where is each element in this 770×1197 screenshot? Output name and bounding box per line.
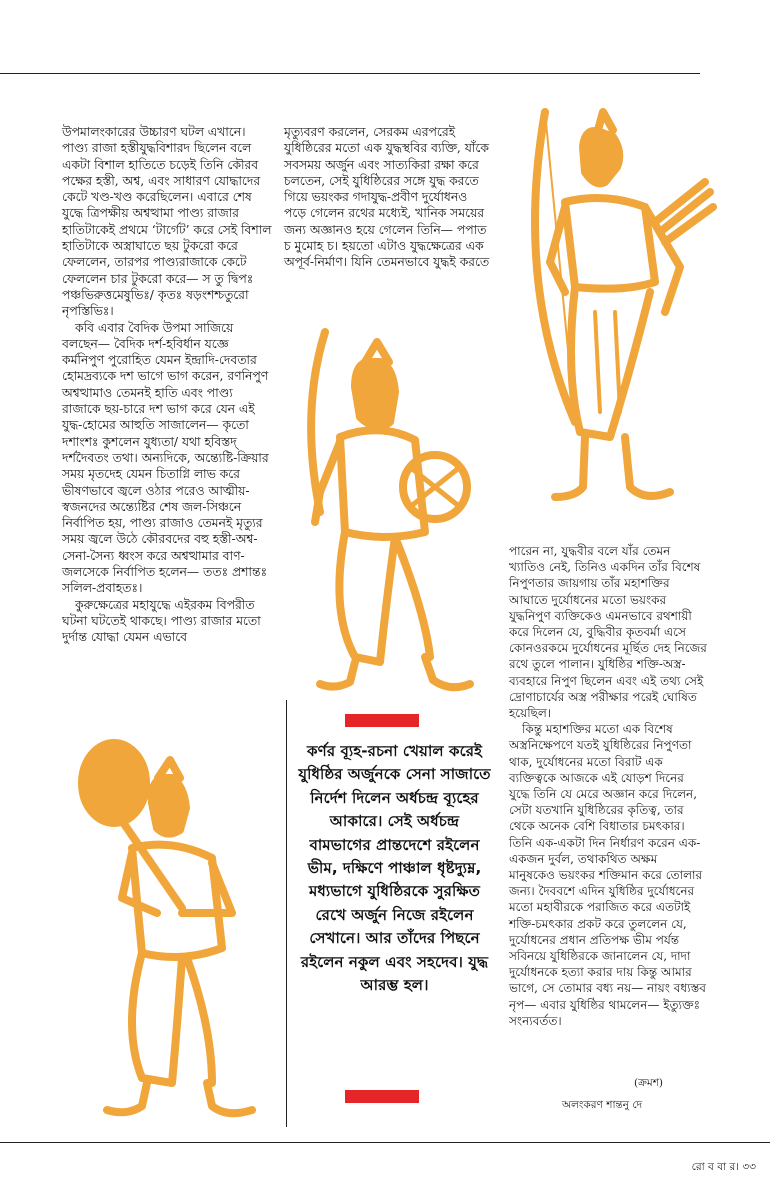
paragraph: মৃত্যুবরণ করলেন, সেরকম এরপরেই যুধিষ্ঠিরের মতো এক যুদ্ধস্থবির ব্যক্তি, যাঁকে সবসময় অর্জুন এবং সাত্যকিরা রক্ষা করে চলতেন, সেই যুধিষ্ঠিরের সঙ্গে যুদ্ধ করতে গিয়ে ভয়ংকর গদাযুদ্ধ-প্রবীণ দুর্যোধনও পড়ে গেলেন রথের মধ্যেই, খানিক সময়ের জন্য অজ্ঞানও হয়ে গেলেন তিনি— পপাত চ মুমোহ চ। হয়তো এটাও যুদ্ধক্ষেত্রের এক অপূর্ব-নির্মাণ। যিনি তেমনভাবে যুদ্ধই করতে: [284, 125, 490, 270]
paragraph: কুরুক্ষেত্রের মহাযুদ্ধে এইরকম বিপরীত ঘটনা ঘটতেই থাকছে। পাণ্ড্য রাজার মতো দুর্দান্ত যোদ্ধা যেমন এভাবে: [62, 597, 261, 645]
accent-bar-top: [345, 714, 419, 727]
accent-bar-bottom: [345, 1090, 419, 1103]
paragraph: কিন্তু মহাশক্তির মতো এক বিশেষ অস্ত্রনিক্ষেপণে যতই যুধিষ্ঠিরের নিপুণতা থাক, দুর্যোধনের মতো বিরাট এক ব্যক্তিত্বকে আজকে এই যোড়শ দিনের যুদ্ধে তিনি যে মেরে অজ্ঞান করে দিলেন, সেটা যতখানি যুধিষ্ঠিরের কৃতিত্ব, তার থেকে অনেক বেশি বিধাতার চমৎকার। তিনি এক-একটা দিন নির্ধারণ করেন এক-একজন দুর্বল, তথাকথিত অক্ষম মানুষকেও ভয়ংকর শক্তিমান করে তোলার জন্য। দৈববশে এদিন যুধিষ্ঠির দুর্যোধনের মতো মহাবীরকে পরাজিত করে এতটাই শক্তি-চমৎকার প্রকট করে তুললেন যে, দুর্যোধনের প্রধান প্রতিপক্ষ ভীম পর্যন্ত সবিনয়ে যুধিষ্ঠিরকে জানালেন যে, দাদা দুর্যোধনকে হত্যা করার দায় কিন্তু আমার ভাগে, সে তোমার বধ্য নয়— নায়ং বধ্যস্তব নৃপ— এবার যুধিষ্ঠির থামলেন— ইত্যুক্তঃ সংন্যবর্তত।: [509, 722, 706, 1028]
to-be-continued: (ক্রমশ): [634, 1077, 664, 1089]
illustration-credit: অলংকরণ শান্তনু দে: [562, 1099, 643, 1111]
mace-warrior-illustration: [62, 738, 272, 1128]
article-column-1: [62, 124, 272, 646]
pull-quote-box: [286, 700, 501, 1127]
sword-shield-warrior-illustration: [285, 322, 495, 702]
bottom-rule: [0, 1142, 770, 1143]
paragraph: উপমালংকারের উচ্চারণ ঘটল এখানে। পাণ্ড্য রাজা হস্তীযুদ্ধবিশারদ ছিলেন বলে একটা বিশাল হাতিতে চড়েই তিনি কৌরব পক্ষের হস্তী, অশ্ব, এবং সাধারণ যোদ্ধাদের কেটে খণ্ড-খণ্ড করেছিলেন। এবারে শেষ যুদ্ধে ত্রিপক্ষীয় অশ্বত্থামা পাণ্ড্য রাজার হাতিটাকেই প্রথমে ‘টার্গেট’ করে সেই বিশাল হাতিটাকে অস্ত্রাঘাতে ছয় টুকরো করে ফেললেন, তারপর পাণ্ড্যরাজাকে কেটে ফেললেন চার টুকরো করে— স তু দ্বিপঃ পঞ্চভিরুত্তমেষুভিঃ/ কৃতঃ ষড়ংশশ্চতুরো নৃপস্তিভিঃ।: [62, 125, 272, 319]
pull-quote-text: কর্ণর ব্যূহ-রচনা খেয়াল করেই যুধিষ্ঠির অর্জুনকে সেনা সাজাতে নির্দেশ দিলেন অর্ধচন্দ্র ব্যূহের আকারে। সেই অর্ধচন্দ্র বামভাগের প্রান্তদেশে রইলেন ভীম, দক্ষিণে পাঞ্চাল ধৃষ্টদ্যুম্ন, মধ্যভাগে যুধিষ্ঠিরকে সুরক্ষিত রেখে অর্জুন নিজে রইলেন সেখানে। আর তাঁদের পিছনে রইলেন নকুল এবং সহদেব। যুদ্ধ আরম্ভ হল।: [298, 742, 491, 995]
paragraph: কবি এবার বৈদিক উপমা সাজিয়ে বলছেন— বৈদিক দর্শ-হবির্ধান যজ্ঞে কর্মনিপুণ পুরোহিত যেমন ইন্দ্রাদি-দেবতার হোমদ্রব্যকে দশ ভাগে ভাগ করেন, রণনিপুণ অশ্বত্থামাও তেমনই হাতি এবং পাণ্ড্য রাজাকে ছয়-চারে দশ ভাগ করে যেন এই যুদ্ধ-হোমের আহুতি সাজালেন— কৃতো দশাংশঃ কুশলেন যুধ্যতা/ যথা হবিস্তদ্ দর্শদৈবতং তথা। অন্যদিকে, অন্ত্যেষ্টি-ক্রিয়ার সময় মৃতদেহ যেমন চিতাগ্নি লাভ করে ভীষণভাবে জ্বলে ওঠার পরেও আত্মীয়-স্বজনদের অন্ত্যেষ্টির শেষ জল-সিঞ্চনে নির্বাপিত হয়, পাণ্ড্য রাজাও তেমনই মৃত্যুর সময় জ্বলে উঠে কৌরবদের বহু হস্তী-অশ্ব-সেনা-সৈন্য ধ্বংস করে অশ্বত্থামার বাণ-জলসেকে নির্বাপিত হলেন— ততঃ প্রশান্তঃ সলিল-প্রবাহতঃ।: [62, 320, 269, 596]
archer-warrior-illustration: [505, 92, 720, 522]
article-column-3: [509, 543, 707, 1029]
top-rule: [0, 73, 700, 74]
page-folio: রো ব বা র। ৩৩: [691, 1161, 756, 1173]
paragraph: পারেন না, যুদ্ধবীর বলে যাঁর তেমন খ্যাতিও নেই, তিনিও একদিন তাঁর বিশেষ নিপুণতার জায়গায় তাঁর মহাশক্তির আঘাতে দুর্যোধনের মতো ভয়ংকর যুদ্ধনিপুণ ব্যক্তিকেও এমনভাবে রথশায়ী করে দিলেন যে, বুদ্ধিবীর কৃতবর্মা এসে কোনওরকমে দুর্যোধনের মূর্ছিত দেহ নিজের রথে তুলে পালান। যুধিষ্ঠির শক্তি-অস্ত্র-ব্যবহারে নিপুণ ছিলেন এবং এই তথ্য সেই দ্রোণাচার্যের অস্ত্র পরীক্ষার পরেই ঘোষিত হয়েছিল।: [509, 544, 707, 721]
article-column-2: [284, 124, 492, 271]
